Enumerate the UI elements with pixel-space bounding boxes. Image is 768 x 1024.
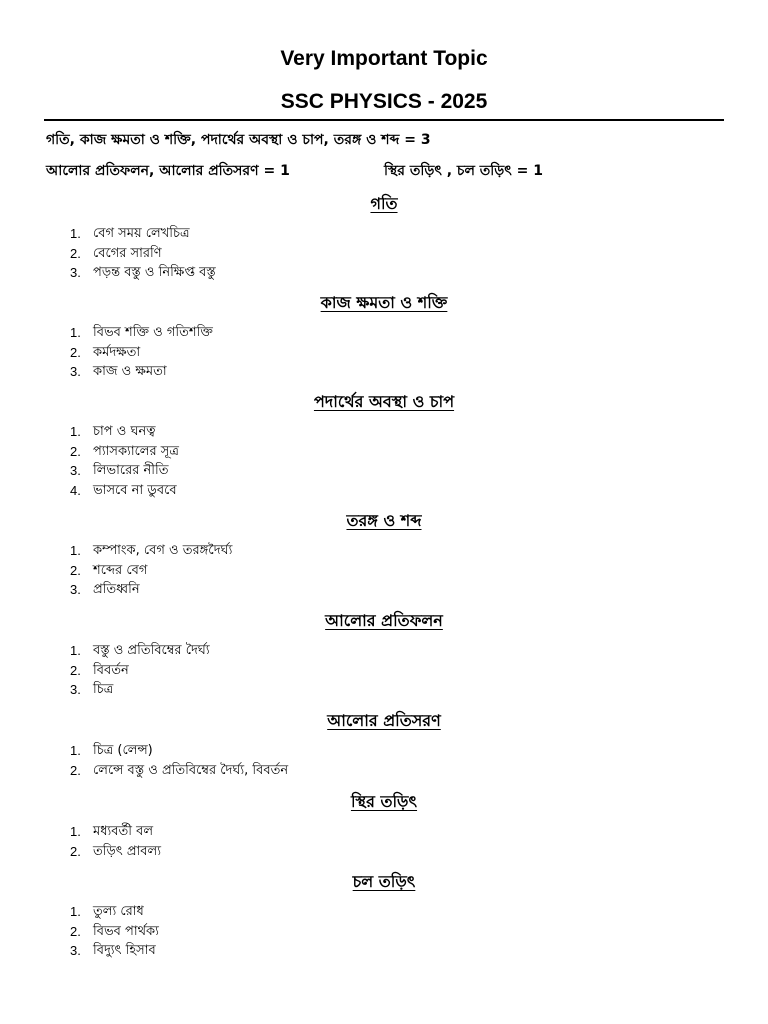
list-item <box>70 263 216 283</box>
list-item-text: বেগের সারণি <box>93 245 162 261</box>
list-item-number: 2. <box>70 662 81 678</box>
list-item <box>70 822 161 842</box>
list-item-text: চিত্র <box>93 682 114 697</box>
list-item <box>70 761 288 781</box>
list-item <box>70 461 179 481</box>
list-item-number: 4. <box>70 482 81 498</box>
list-item <box>70 741 288 761</box>
topic-list-work-power-energy <box>70 323 213 382</box>
list-item-text: শব্দের বেগ <box>93 562 148 578</box>
list-item-number: 3. <box>70 943 81 958</box>
list-item-number: 1. <box>70 325 81 340</box>
list-item-text: প্যাসক্যালের সূত্র <box>93 443 179 459</box>
list-item-number: 1. <box>70 743 81 758</box>
list-item <box>70 941 159 961</box>
summary-line-2-right: স্থির তড়িৎ , চল তড়িৎ = 1 <box>384 163 543 179</box>
summary-line-2-left: আলোর প্রতিফলন, আলোর প্রতিসরণ = 1 <box>46 163 290 179</box>
list-item-text: মধ্যবর্তী বল <box>93 824 154 839</box>
document-title: Very Important Topic <box>280 47 488 70</box>
topic-list-static-electricity <box>70 822 161 861</box>
list-item <box>70 842 161 862</box>
list-item-number: 3. <box>70 463 81 478</box>
section-heading-waves-sound: তরঙ্গ ও শব্দ <box>346 511 422 530</box>
list-item-text: বিভব শক্তি ও গতিশক্তি <box>93 325 213 340</box>
list-item-text: কর্মদক্ষতা <box>93 344 141 360</box>
list-item <box>70 323 213 343</box>
list-item-number: 2. <box>70 562 81 578</box>
list-item-number: 2. <box>70 762 81 778</box>
list-item-text: বেগ সময় লেখচিত্র <box>93 226 190 241</box>
section-heading-current-electricity: চল তড়িৎ <box>352 872 416 891</box>
list-item <box>70 224 216 244</box>
list-item <box>70 680 210 700</box>
list-item <box>70 661 210 681</box>
section-heading-work-power-energy: কাজ ক্ষমতা ও শক্তি <box>320 293 448 312</box>
list-item-number: 1. <box>70 424 81 439</box>
list-item-text: তড়িৎ প্রাবল্য <box>93 843 161 859</box>
list-item <box>70 922 159 942</box>
list-item-number: 1. <box>70 904 81 919</box>
list-item-text: বস্তু ও প্রতিবিম্বের দৈর্ঘ্য <box>93 643 210 658</box>
list-item-number: 1. <box>70 824 81 839</box>
summary-line-1: গতি, কাজ ক্ষমতা ও শক্তি, পদার্থের অবস্থা ও চাপ, তরঙ্গ ও শব্দ = 3 <box>46 132 431 148</box>
list-item <box>70 561 232 581</box>
list-item-text: ভাসবে না ডুববে <box>93 482 177 498</box>
list-item-text: চাপ ও ঘনত্ব <box>93 424 156 439</box>
list-item <box>70 244 216 264</box>
topic-list-motion <box>70 224 216 283</box>
section-heading-matter-pressure: পদার্থের অবস্থা ও চাপ <box>313 392 455 411</box>
list-item-number: 1. <box>70 543 81 558</box>
list-item-number: 2. <box>70 443 81 459</box>
list-item <box>70 481 179 501</box>
list-item-number: 1. <box>70 226 81 241</box>
list-item <box>70 442 179 462</box>
header-divider <box>44 119 724 121</box>
topic-list-current-electricity <box>70 902 159 961</box>
section-heading-motion: গতি <box>370 194 398 213</box>
list-item-text: লেন্সে বস্তু ও প্রতিবিম্বের দৈর্ঘ্য, বিবর্তন <box>93 762 289 778</box>
list-item <box>70 641 210 661</box>
section-heading-reflection: আলোর প্রতিফলন <box>325 611 443 630</box>
list-item-number: 3. <box>70 364 81 379</box>
topic-list-reflection <box>70 641 210 700</box>
list-item-number: 2. <box>70 843 81 859</box>
list-item-number: 2. <box>70 344 81 360</box>
list-item-number: 1. <box>70 643 81 658</box>
section-heading-refraction: আলোর প্রতিসরণ <box>327 711 441 730</box>
list-item-text: প্রতিধ্বনি <box>93 582 140 597</box>
list-item <box>70 343 213 363</box>
list-item <box>70 580 232 600</box>
list-item <box>70 362 213 382</box>
list-item-text: কম্পাংক, বেগ ও তরঙ্গদৈর্ঘ্য <box>93 543 233 558</box>
list-item <box>70 541 232 561</box>
list-item-text: লিভারের নীতি <box>93 463 169 478</box>
document-subtitle: SSC PHYSICS - 2025 <box>280 90 488 113</box>
list-item-text: বিবর্তন <box>93 662 129 678</box>
list-item-text: তুল্য রোধ <box>93 904 144 919</box>
list-item-number: 3. <box>70 582 81 597</box>
list-item-text: কাজ ও ক্ষমতা <box>93 364 167 379</box>
list-item-text: বিদ্যুৎ হিসাব <box>93 943 156 958</box>
list-item <box>70 902 159 922</box>
list-item-number: 2. <box>70 923 81 939</box>
topic-list-refraction <box>70 741 288 780</box>
topic-list-matter-pressure <box>70 422 179 500</box>
list-item-text: চিত্র (লেন্স) <box>93 743 153 758</box>
list-item-number: 3. <box>70 265 81 280</box>
list-item-text: পড়ন্ত বস্তু ও নিক্ষিপ্ত বস্তু <box>93 265 216 280</box>
topic-list-waves-sound <box>70 541 232 600</box>
list-item-number: 3. <box>70 682 81 697</box>
list-item <box>70 422 179 442</box>
list-item-number: 2. <box>70 245 81 261</box>
section-heading-static-electricity: স্থির তড়িৎ <box>350 792 418 811</box>
list-item-text: বিভব পার্থক্য <box>93 923 159 939</box>
